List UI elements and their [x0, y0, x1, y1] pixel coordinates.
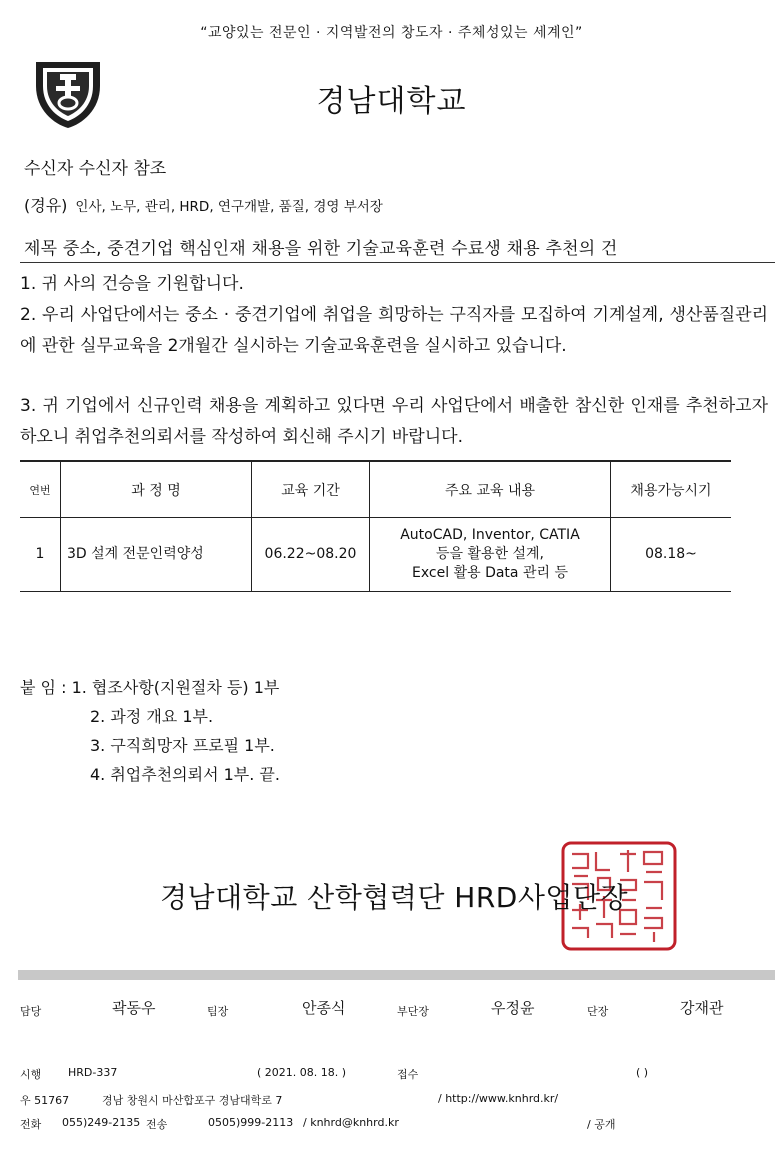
address: 경남 창원시 마산합포구 경남대학로 7: [102, 1094, 283, 1107]
content-line: Excel 활용 Data 관리 등: [412, 565, 568, 581]
cell-hire: 08.18~: [611, 518, 732, 592]
paragraph-1: 1. 귀 사의 건승을 기원합니다.: [20, 274, 244, 294]
recipient-line: 수신자 수신자 참조: [24, 159, 167, 179]
via-line: [24, 193, 383, 216]
cell-no: 1: [20, 518, 61, 592]
org-title: 경남대학교: [316, 84, 467, 119]
cell-course: 3D 설계 전문인력양성: [61, 518, 252, 592]
subject-line: 제목 중소, 중견기업 핵심인재 채용을 위한 기술교육훈련 수료생 채용 추천의 건: [24, 239, 618, 259]
sig-role: 단장: [587, 1005, 609, 1018]
header-hire: 채용가능시기: [611, 461, 732, 518]
attach-item: 3. 구직희망자 프로필 1부.: [90, 736, 275, 755]
enforce-date: ( 2021. 08. 18. ): [257, 1066, 347, 1079]
cell-content: [370, 518, 611, 592]
disclosure-status: / 공개: [587, 1118, 616, 1131]
content-line: AutoCAD, Inventor, CATIA: [400, 527, 580, 543]
fax-number: 0505)999-2113: [208, 1116, 294, 1129]
sig-name: 안종식: [302, 999, 346, 1017]
receive-label: 접수: [397, 1068, 419, 1081]
subject-divider: [20, 262, 775, 263]
header-no: 연번: [20, 461, 61, 518]
email-link[interactable]: / knhrd@knhrd.kr: [303, 1116, 399, 1129]
paragraph-3: 3. 귀 기업에서 신규인력 채용을 계획하고 있다면 우리 사업단에서 배출한 참신한 인재를 추천하고자 하오니 취업추천의뢰서를 작성하여 회신해 주시기 바랍니다.: [20, 396, 768, 447]
attach-item: 4. 취업추천의뢰서 1부. 끝.: [90, 765, 280, 784]
attach-item: 1. 협조사항(지원절차 등) 1부: [71, 678, 280, 697]
via-text: 인사, 노무, 관리, HRD, 연구개발, 품질, 경영 부서장: [75, 199, 383, 215]
header-course: 과 정 명: [61, 461, 252, 518]
sig-name: 강재관: [680, 999, 724, 1017]
header-period: 교육 기간: [252, 461, 370, 518]
header-content: 주요 교육 내용: [370, 461, 611, 518]
paragraph-2: 2. 우리 사업단에서는 중소 · 중견기업에 취업을 희망하는 구직자를 모집하여 기계설계, 생산품질관리에 관한 실무교육을 2개월간 실시하는 기술교육훈련을 실시하고 있습니다.: [20, 305, 768, 356]
sig-role: 팀장: [207, 1005, 229, 1018]
sig-role: 담당: [20, 1005, 42, 1018]
sig-name: 곽동우: [112, 999, 156, 1017]
issuer-name: 경남대학교 산학협력단 HRD사업단장: [160, 881, 629, 914]
phone-number: 055)249-2135: [62, 1116, 141, 1129]
sig-name: 우정윤: [491, 999, 535, 1017]
attachments: [20, 673, 280, 789]
homepage-link[interactable]: / http://www.knhrd.kr/: [438, 1092, 559, 1105]
fax-label: 전송: [146, 1118, 168, 1131]
table-header-row: [20, 461, 731, 518]
table-row: [20, 518, 731, 592]
cell-period: 06.22~08.20: [252, 518, 370, 592]
enforce-label: 시행: [20, 1068, 42, 1081]
footer-divider: [18, 970, 775, 980]
receive-field: ( ): [636, 1066, 649, 1079]
attach-label: 붙 임 :: [20, 678, 67, 697]
via-label: (경유): [24, 196, 68, 215]
postal-code: 우 51767: [20, 1094, 70, 1107]
attach-item: 2. 과정 개요 1부.: [90, 707, 214, 726]
course-table: [20, 460, 731, 592]
content-line: 등을 활용한 설계,: [435, 546, 545, 562]
slogan: “교양있는 전문인 · 지역발전의 창도자 · 주체성있는 세계인”: [200, 25, 583, 41]
enforce-number: HRD-337: [68, 1066, 118, 1079]
phone-label: 전화: [20, 1118, 42, 1131]
sig-role: 부단장: [397, 1005, 429, 1018]
